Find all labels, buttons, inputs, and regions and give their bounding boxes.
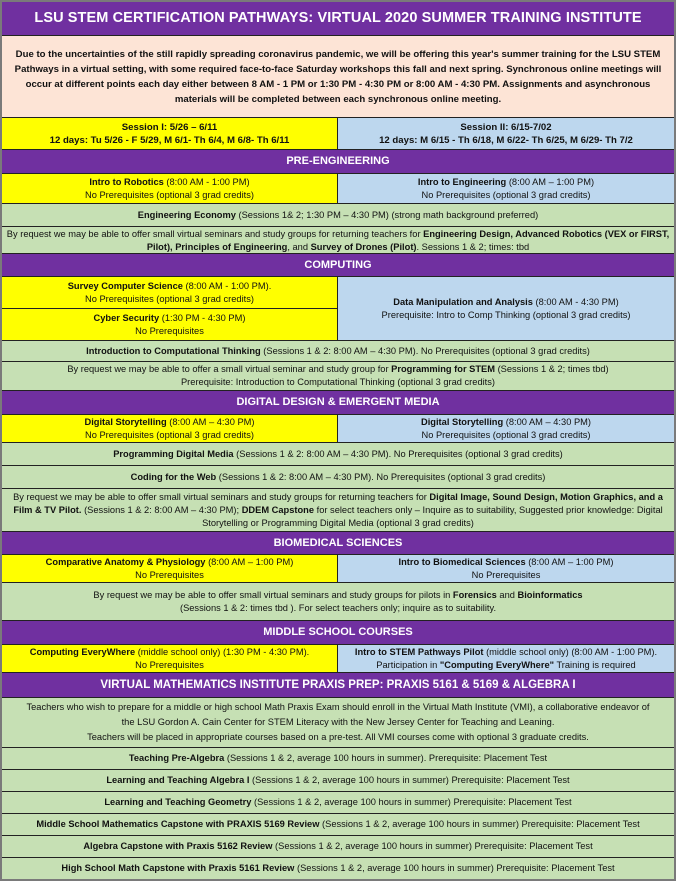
section-header-pre-engineering <box>2 150 674 174</box>
course-note-required: "Computing EveryWhere" <box>439 659 555 670</box>
course-name: Teaching Pre-Algebra <box>128 753 225 763</box>
course-name: Comparative Anatomy & Physiology <box>45 556 206 567</box>
request-course: Principles of Engineering <box>175 242 288 252</box>
course-detail: (Sessions 1 & 2: 8:00 AM – 4:30 PM). No Prerequisites (optional 3 grad credits) <box>216 471 546 482</box>
request-course: Engineering Design, Advanced Robotics (VEX or FIRST, Pilot), <box>146 229 670 252</box>
session-1-days: 12 days: Tu 5/26 - F 5/29, M 6/1- Th 6/4, M 6/8- Th 6/11 <box>49 134 290 146</box>
course-name: Middle School Mathematics Capstone with PRAXIS 5169 Review <box>36 819 320 829</box>
vmi-course-row <box>2 858 674 879</box>
middle-school-sessions-row <box>2 645 674 673</box>
section-title: PRE-ENGINEERING <box>286 155 390 167</box>
request-course: Bioinformatics <box>517 589 583 600</box>
course-intro-stem-pathways <box>338 645 674 672</box>
course-cyber-security <box>2 309 337 340</box>
session-1-header <box>2 118 338 149</box>
request-text: and <box>496 589 518 600</box>
course-name: Learning and Teaching Geometry <box>104 797 252 807</box>
title-row <box>2 2 674 36</box>
section-title: COMPUTING <box>304 258 372 271</box>
course-intro-computational-thinking <box>2 341 674 362</box>
digital-design-sessions-row <box>2 415 674 443</box>
course-time: (8:00 AM – 4:30 PM) <box>166 416 255 427</box>
biomedical-request-row <box>2 583 674 621</box>
request-detail: (Sessions 1 & 2: times tbd ). For select teachers only; inquire as to suitability. <box>179 602 497 613</box>
course-note: No Prerequisites <box>135 659 204 670</box>
course-name: Cyber Security <box>93 312 160 323</box>
request-text: , and <box>287 242 311 252</box>
section-header-biomedical <box>2 532 674 555</box>
intro-row <box>2 36 674 118</box>
request-text: By request we may be able to offer small virtual seminars and study groups for returning teachers for <box>13 492 430 502</box>
course-name: Digital Storytelling <box>421 416 504 427</box>
section-title: BIOMEDICAL SCIENCES <box>273 536 403 549</box>
course-note: Prerequisite: Intro to Comp Thinking (optional 3 grad credits) <box>381 309 631 320</box>
request-text: (Sessions 1 & 2: 8:00 AM – 4:30 PM); <box>81 505 242 515</box>
course-note: No Prerequisites (optional 3 grad credits) <box>85 189 254 200</box>
course-digital-storytelling-s2 <box>338 415 674 442</box>
section-header-vmi <box>2 673 674 698</box>
section-header-computing <box>2 254 674 277</box>
course-time: (1:30 PM - 4:30 PM) <box>159 312 246 323</box>
course-time: (8:00 AM – 1:00 PM) <box>506 176 595 187</box>
section-title: MIDDLE SCHOOL COURSES <box>263 626 413 638</box>
course-survey-computer-science <box>2 277 337 309</box>
request-text: (Sessions 1 & 2; times tbd) <box>494 364 609 374</box>
course-name: Intro to Biomedical Sciences <box>398 556 526 567</box>
vmi-intro-line: Teachers who wish to prepare for a middle or high school Math Praxis Exam should enroll in the Virtual Math Institute (VMI), a collaborative endeavor of <box>26 702 650 712</box>
course-detail: (Sessions 1 & 2, average 100 hours in summer) Prerequisite: Placement Test <box>249 775 570 785</box>
session-2-header <box>338 118 674 149</box>
course-name: Computing EveryWhere <box>29 646 136 657</box>
course-intro-to-engineering <box>338 174 674 203</box>
course-time: (8:00 AM - 4:30 PM) <box>532 296 619 307</box>
course-detail: (Sessions 1 & 2, average 100 hours in summer) Prerequisite: Placement Test <box>272 841 593 851</box>
request-text: By request we may be able to offer a small virtual seminar and study group for <box>67 364 392 374</box>
course-name: Intro to STEM Pathways Pilot <box>354 646 484 657</box>
computing-request-row <box>2 362 674 391</box>
course-detail: (Sessions 1 & 2, average 100 hours in summer) Prerequisite: Placement Test <box>251 797 572 807</box>
course-note: No Prerequisites <box>135 569 204 580</box>
pre-engineering-request-row <box>2 227 674 254</box>
request-course: Programming for STEM <box>391 364 495 374</box>
request-text: By request we may be able to offer small virtual seminars and study groups for returning teachers for <box>6 229 424 239</box>
course-intro-to-robotics <box>2 174 338 203</box>
course-time: (8:00 AM - 1:00 PM). <box>182 280 272 291</box>
course-note: Participation in <box>376 659 440 670</box>
course-name: Engineering Economy <box>137 209 236 220</box>
digital-design-request-row <box>2 489 674 532</box>
session-2-days: 12 days: M 6/15 - Th 6/18, M 6/22- Th 6/25, M 6/29- Th 7/2 <box>379 134 633 146</box>
session-1-name: Session I: 5/26 – 6/11 <box>121 121 218 133</box>
course-name: Data Manipulation and Analysis <box>393 296 533 307</box>
request-prereq: Prerequisite: Introduction to Computational Thinking (optional 3 grad credits) <box>180 377 496 387</box>
request-course: DDEM Capstone <box>241 505 315 515</box>
course-note: No Prerequisites (optional 3 grad credits) <box>85 429 254 440</box>
vmi-intro-line: the LSU Gordon A. Cain Center for STEM Literacy with the New Jersey Center for Teaching and Leaning. <box>121 717 555 727</box>
request-text: for select teachers only – Inquire as to suitability, Suggested prior knowledge: Digital Storytelling or Programming Digital Media (optional 3 grad credits) <box>202 505 663 528</box>
computing-sessions-row <box>2 277 674 341</box>
request-text: . Sessions 1 & 2; times: tbd <box>416 242 530 252</box>
intro-text: Due to the uncertainties of the still rapidly spreading coronavirus pandemic, we will be offering this year's summer training for the LSU STEM Pathways in a virtual setting, with some required face-to-face Saturday workshops this fall and next spring. Synchronous online meetings will occur at different points each day either between 8 AM - 1 PM or 1:30 PM - 4:30 PM or 8:00 AM - 4:30 PM. Assignments and asynchronous materials will be completed between each synchronous online meeting. <box>14 48 662 105</box>
course-note: No Prerequisites (optional 3 grad credits) <box>421 429 591 440</box>
course-data-manipulation <box>338 277 674 340</box>
section-title: VIRTUAL MATHEMATICS INSTITUTE PRAXIS PREP: PRAXIS 5161 & 5169 & ALGEBRA I <box>100 678 576 691</box>
pre-engineering-sessions-row <box>2 174 674 204</box>
course-name: Introduction to Computational Thinking <box>86 345 261 356</box>
course-note: No Prerequisites <box>135 325 204 336</box>
course-time: (8:00 AM – 4:30 PM) <box>503 416 591 427</box>
course-name: Learning and Teaching Algebra I <box>106 775 250 785</box>
course-detail: (Sessions 1 & 2, average 100 hours in summer) Prerequisite: Placement Test <box>319 819 640 829</box>
course-detail: (Sessions 1 & 2: 8:00 AM – 4:30 PM). No Prerequisites (optional 3 grad credits) <box>233 448 563 459</box>
request-course: Forensics <box>452 589 497 600</box>
page-title: LSU STEM CERTIFICATION PATHWAYS: VIRTUAL 2020 SUMMER TRAINING INSTITUTE <box>34 10 642 26</box>
course-name: Intro to Robotics <box>89 176 164 187</box>
biomedical-sessions-row <box>2 555 674 583</box>
vmi-course-row <box>2 748 674 770</box>
course-time: (8:00 AM – 1:00 PM) <box>525 556 614 567</box>
course-comparative-anatomy <box>2 555 338 582</box>
course-detail: (Sessions 1& 2; 1:30 PM – 4:30 PM) (strong math background preferred) <box>235 209 539 220</box>
course-name: Algebra Capstone with Praxis 5162 Review <box>83 841 273 851</box>
vmi-course-row <box>2 792 674 814</box>
course-name: Digital Storytelling <box>84 416 167 427</box>
vmi-course-row <box>2 814 674 836</box>
session-header-row <box>2 118 674 150</box>
course-time: (middle school only) (1:30 PM - 4:30 PM). <box>135 646 310 657</box>
request-text: By request we may be able to offer small virtual seminars and study groups for pilots in <box>93 589 453 600</box>
vmi-intro-line: Teachers will be placed in appropriate courses based on a pre-test. All VMI courses come with optional 3 graduate credits. <box>87 732 589 742</box>
vmi-course-row <box>2 770 674 792</box>
course-detail: (Sessions 1 & 2: 8:00 AM – 4:30 PM). No Prerequisites (optional 3 grad credits) <box>260 345 590 356</box>
course-digital-storytelling-s1 <box>2 415 338 442</box>
course-name: Programming Digital Media <box>113 448 234 459</box>
vmi-intro-row <box>2 698 674 748</box>
course-computing-everywhere <box>2 645 338 672</box>
course-name: Coding for the Web <box>130 471 217 482</box>
session-2-name: Session II: 6/15-7/02 <box>460 121 552 133</box>
section-title: DIGITAL DESIGN & EMERGENT MEDIA <box>236 396 440 408</box>
vmi-course-row <box>2 836 674 858</box>
course-detail: (Sessions 1 & 2, average 100 hours in summer) Prerequisite: Placement Test <box>294 863 615 873</box>
course-name: High School Math Capstone with Praxis 5161 Review <box>61 863 295 873</box>
course-note: No Prerequisites (optional 3 grad credits) <box>421 189 591 200</box>
request-course: Digital Image, Sound Design, Motion Graphics, and a Film & TV Pilot. <box>13 492 663 515</box>
course-engineering-economy <box>2 204 674 227</box>
course-note: No Prerequisites <box>471 569 541 580</box>
section-header-middle-school <box>2 621 674 645</box>
course-time: (8:00 AM - 1:00 PM) <box>163 176 250 187</box>
course-programming-digital-media <box>2 443 674 466</box>
course-time: (middle school only) (8:00 AM - 1:00 PM). <box>483 646 658 657</box>
course-note: Training is required <box>554 659 636 670</box>
course-coding-for-the-web <box>2 466 674 489</box>
request-course: Survey of Drones (Pilot) <box>310 242 417 252</box>
course-time: (8:00 AM – 1:00 PM) <box>205 556 294 567</box>
course-name: Intro to Engineering <box>417 176 507 187</box>
course-detail: (Sessions 1 & 2, average 100 hours in summer). Prerequisite: Placement Test <box>224 753 548 763</box>
course-name: Survey Computer Science <box>67 280 183 291</box>
computing-session-1 <box>2 277 338 340</box>
section-header-digital-design <box>2 391 674 415</box>
course-intro-biomedical <box>338 555 674 582</box>
course-note: No Prerequisites (optional 3 grad credits) <box>85 293 254 304</box>
